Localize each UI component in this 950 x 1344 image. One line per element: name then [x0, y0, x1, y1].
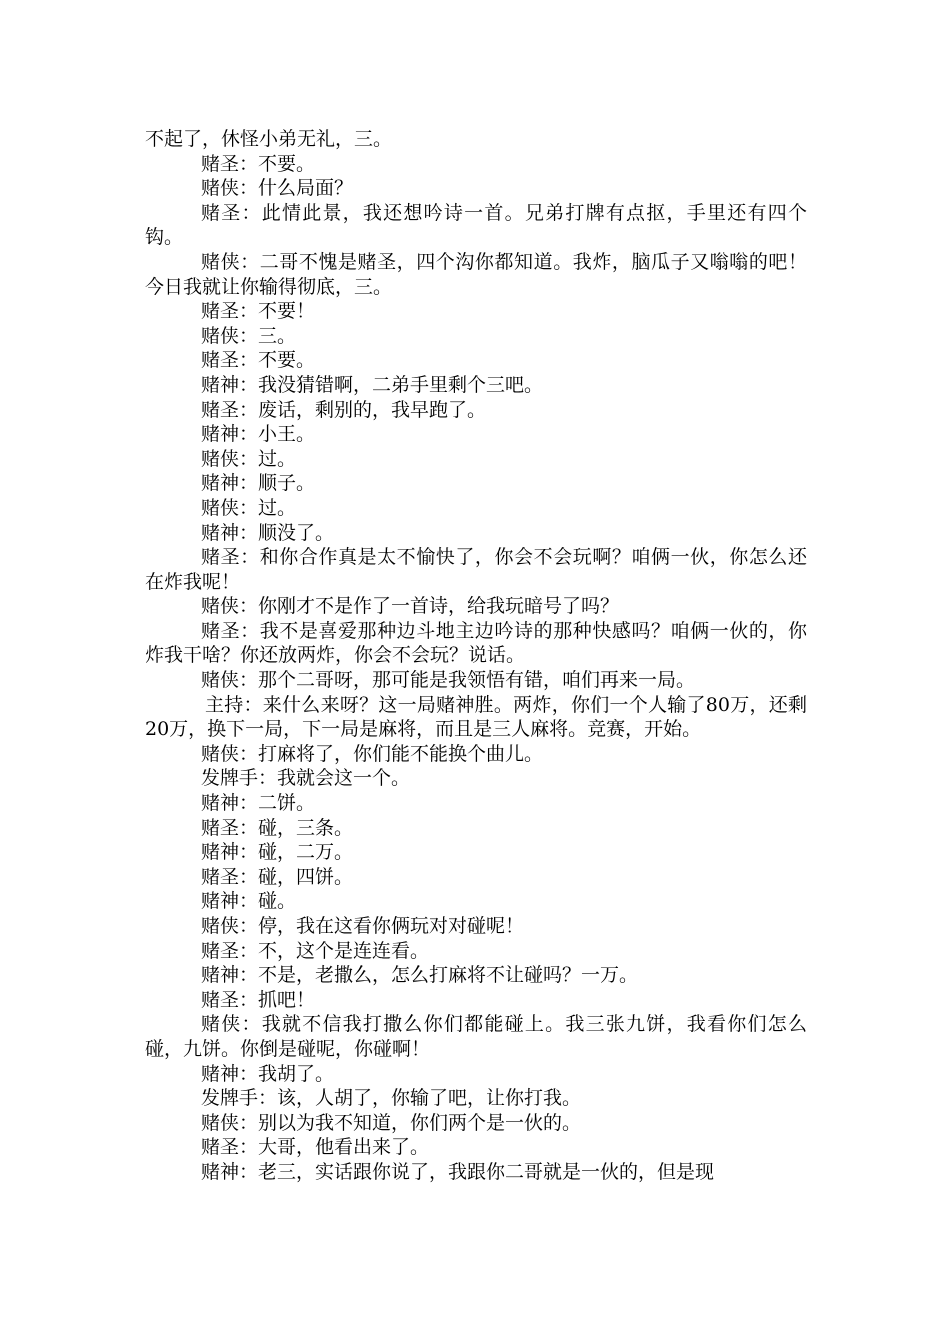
- paragraph: 赌侠：过。: [201, 496, 297, 519]
- paragraph: 赌侠：打麻将了，你们能不能换个曲儿。: [201, 742, 544, 765]
- paragraph: 赌侠：那个二哥呀，那可能是我领悟有错，咱们再来一局。: [201, 669, 696, 692]
- paragraph: 赌圣：和你合作真是太不愉快了，你会不会玩啊？咱俩一伙，你怎么还在炸我呢！: [145, 546, 807, 593]
- paragraph: 赌神：小王。: [201, 423, 316, 446]
- paragraph: 赌侠：停，我在这看你俩玩对对碰呢！: [201, 915, 525, 937]
- paragraph: 赌神：顺子。: [201, 472, 316, 495]
- paragraph: 赌圣：抓吧！: [201, 988, 316, 1011]
- paragraph: 赌神：碰，二万。: [201, 841, 354, 864]
- paragraph: 赌圣：大哥，他看出来了。: [201, 1136, 430, 1159]
- paragraph: 赌圣：此情此景，我还想吟诗一首。兄弟打牌有点抠，手里还有四个钩。: [145, 201, 807, 249]
- paragraph: 赌侠：别以为我不知道，你们两个是一伙的。: [201, 1111, 582, 1134]
- paragraph: 赌神：不是，老撒么，怎么打麻将不让碰吗？一万。: [201, 964, 639, 987]
- paragraph: 赌圣：不要。: [201, 152, 316, 175]
- paragraph: 赌侠：什么局面？: [201, 177, 354, 200]
- paragraph: 赌神：老三，实话跟你说了，我跟你二哥就是一伙的，但是现: [201, 1160, 715, 1183]
- paragraph: 赌圣：废话，剩别的，我早跑了。: [201, 398, 487, 421]
- paragraph: 发牌手：我就会这一个。: [201, 767, 411, 790]
- paragraph: 赌圣：碰，四饼。: [201, 865, 354, 888]
- paragraph: 赌神：二饼。: [201, 792, 316, 815]
- paragraph: 赌侠：三。: [201, 324, 297, 347]
- paragraph: 赌侠：你刚才不是作了一首诗，给我玩暗号了吗？: [201, 595, 620, 618]
- paragraph: 赌侠：过。: [201, 447, 297, 470]
- paragraph: 赌圣：不要。: [201, 349, 316, 372]
- paragraph: 赌神：我没猜错啊，二弟手里剩个三吧。: [201, 373, 544, 396]
- paragraph: 赌神：我胡了。: [201, 1062, 335, 1085]
- paragraph: 发牌手：该，人胡了，你输了吧，让你打我。: [201, 1087, 582, 1110]
- paragraph: 赌神：顺没了。: [201, 521, 335, 544]
- paragraph: 不起了，休怪小弟无礼，三。: [145, 128, 393, 150]
- paragraph: 赌圣：我不是喜爱那种边斗地主边吟诗的那种快感吗？咱俩一伙的，你炸我干啥？你还放两炸，你会不会玩？说话。: [145, 619, 807, 667]
- paragraph: 赌圣：不，这个是连连看。: [201, 939, 430, 962]
- paragraph: 赌圣：不要！: [201, 300, 316, 323]
- paragraph: 赌侠：我就不信我打撒么你们都能碰上。我三张九饼，我看你们怎么碰，九饼。你倒是碰呢，你碰啊！: [145, 1013, 807, 1060]
- paragraph: 赌侠：二哥不愧是赌圣，四个沟你都知道。我炸，脑瓜子又嗡嗡的吧！今日我就让你输得彻底，三。: [145, 250, 807, 298]
- paragraph: 赌圣：碰，三条。: [201, 816, 354, 839]
- document-page: [145, 127, 807, 1185]
- paragraph: 主持：来什么来呀？这一局赌神胜。两炸，你们一个人输了80万，还剩20万，换下一局，下一局是麻将，而且是三人麻将。竞赛，开始。: [145, 693, 807, 741]
- paragraph: 赌神：碰。: [201, 890, 297, 913]
